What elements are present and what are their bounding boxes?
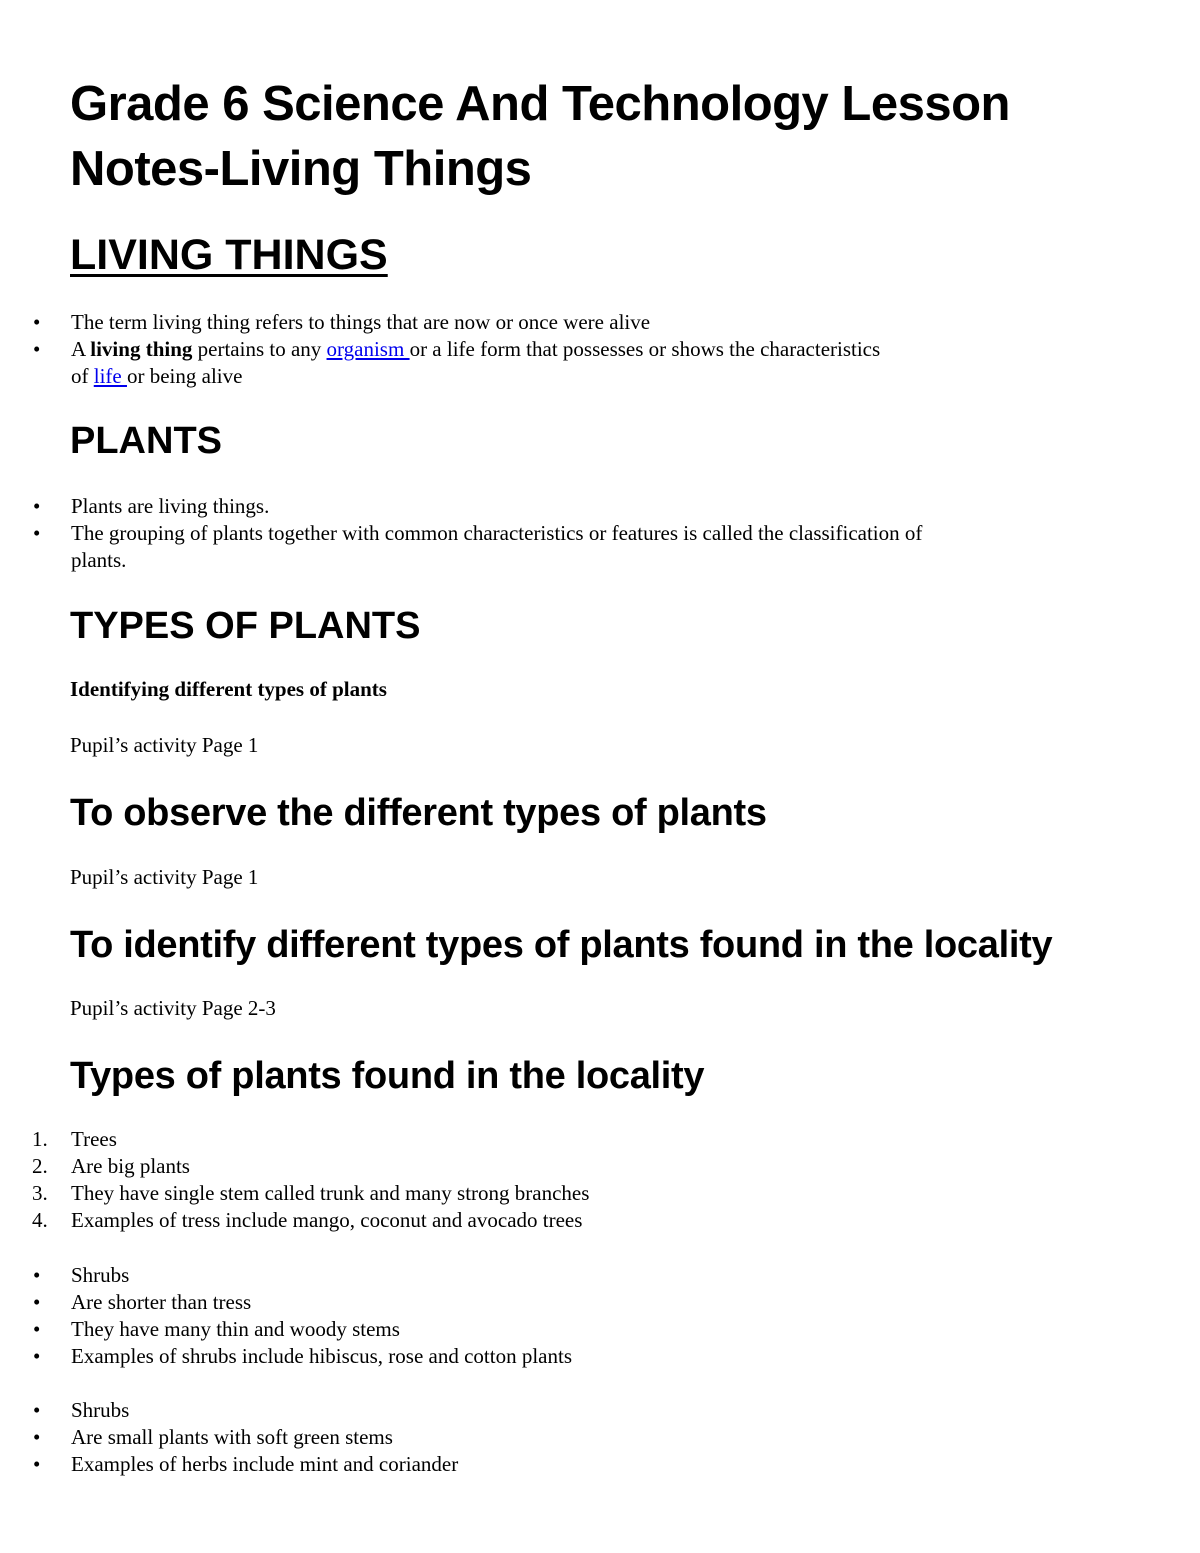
heading-observe: To observe the different types of plants <box>70 792 767 834</box>
bold-term: living thing <box>90 337 193 361</box>
list-item <box>0 1289 572 1316</box>
text: of <box>71 364 94 388</box>
list-item <box>0 1126 589 1153</box>
list-item-text: Trees <box>71 1127 117 1151</box>
life-link[interactable]: life <box>93 364 127 388</box>
list-item-text: The term living thing refers to things that are now or once were alive <box>71 310 651 334</box>
list-number: 1. <box>32 1127 48 1151</box>
bullet-icon: • <box>33 1344 41 1368</box>
list-item-text: Shrubs <box>71 1263 130 1287</box>
bullet-icon: • <box>33 521 41 545</box>
plants-list <box>33 493 923 574</box>
bullet-icon: • <box>33 337 41 361</box>
list-item-text: The grouping of plants together with common characteristics or features is called the classification of <box>71 521 923 545</box>
list-item-text: Plants are living things. <box>71 494 270 518</box>
text: A <box>71 337 91 361</box>
title-line-2: Notes-Living Things <box>70 142 532 196</box>
bullet-icon: • <box>33 1263 41 1287</box>
list-item-text: Shrubs <box>71 1398 130 1422</box>
text: or a life form that possesses or shows the characteristics <box>409 337 881 361</box>
list-item <box>0 1397 458 1424</box>
title-line-1: Grade 6 Science And Technology Lesson <box>70 77 1010 131</box>
list-item-text: Are big plants <box>71 1154 190 1178</box>
list-item-text: Examples of herbs include mint and coriander <box>71 1452 459 1476</box>
herbs-list <box>33 1397 459 1478</box>
activity-reference: Pupil’s activity Page 2-3 <box>70 996 276 1020</box>
text: or being alive <box>126 364 243 388</box>
list-item <box>0 1262 572 1289</box>
activity-reference: Pupil’s activity Page 1 <box>70 733 259 757</box>
list-item <box>0 1424 458 1451</box>
bullet-icon: • <box>33 1425 41 1449</box>
text: pertains to any <box>192 337 327 361</box>
list-item-text: They have many thin and woody stems <box>71 1317 400 1341</box>
organism-link[interactable]: organism <box>326 337 410 361</box>
heading-living-things: LIVING THINGS <box>70 231 388 279</box>
list-item-text: Are small plants with soft green stems <box>71 1425 393 1449</box>
list-item-text: They have single stem called trunk and many strong branches <box>71 1181 590 1205</box>
list-item-text: Examples of tress include mango, coconut and avocado trees <box>71 1208 583 1232</box>
list-item <box>0 520 922 574</box>
living-things-list <box>33 309 881 390</box>
heading-plants: PLANTS <box>70 420 222 462</box>
list-item <box>0 1343 572 1370</box>
heading-types-of-plants: TYPES OF PLANTS <box>70 605 421 647</box>
bullet-icon: • <box>33 1317 41 1341</box>
bullet-icon: • <box>33 494 41 518</box>
heading-identify: To identify different types of plants found in the locality <box>70 924 1053 966</box>
bullet-icon: • <box>33 1398 41 1422</box>
list-item <box>0 309 880 336</box>
list-item <box>0 1316 572 1343</box>
list-item <box>0 1180 589 1207</box>
subheading-identifying: Identifying different types of plants <box>70 677 387 701</box>
shrubs-list <box>33 1262 572 1370</box>
heading-locality: Types of plants found in the locality <box>70 1055 705 1097</box>
list-number: 4. <box>32 1208 48 1232</box>
document-title <box>70 72 1010 202</box>
bullet-icon: • <box>33 1290 41 1314</box>
bullet-icon: • <box>33 310 41 334</box>
list-item <box>0 1207 589 1234</box>
trees-list <box>32 1126 590 1234</box>
list-item-text: plants. <box>71 548 127 572</box>
list-number: 3. <box>32 1181 48 1205</box>
list-item <box>0 493 922 520</box>
list-item-text: Examples of shrubs include hibiscus, rose and cotton plants <box>71 1344 572 1368</box>
list-number: 2. <box>32 1154 48 1178</box>
activity-reference: Pupil’s activity Page 1 <box>70 865 259 889</box>
bullet-icon: • <box>33 1452 41 1476</box>
list-item <box>0 336 880 390</box>
list-item-text: Are shorter than tress <box>71 1290 252 1314</box>
list-item <box>0 1153 589 1180</box>
list-item <box>0 1451 458 1478</box>
